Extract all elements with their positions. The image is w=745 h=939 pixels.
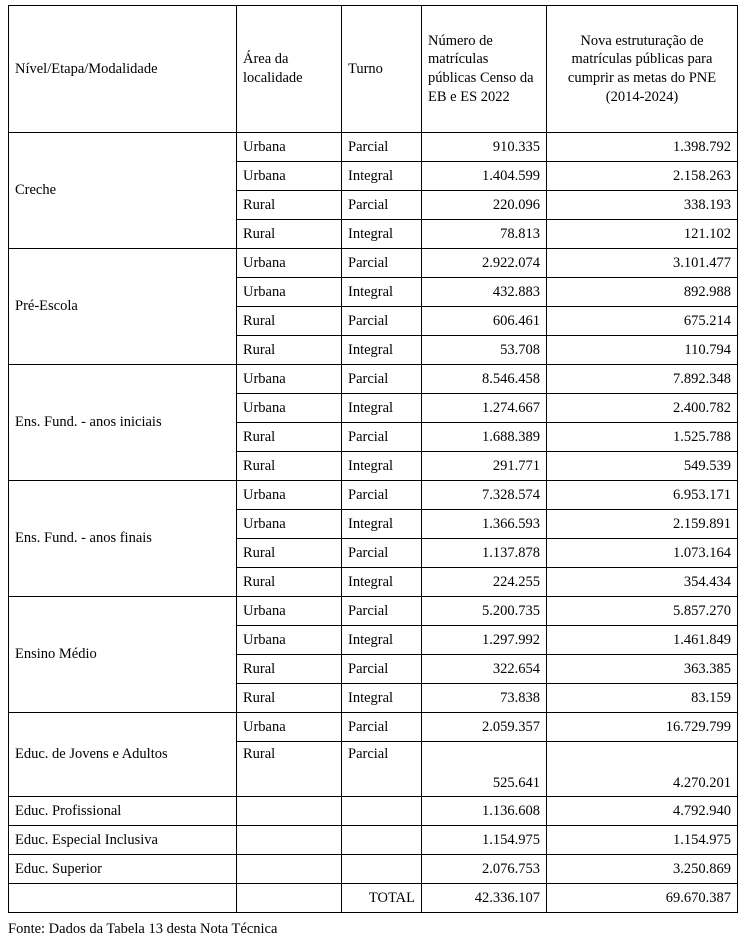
cell-nova: 4.270.201: [547, 742, 738, 797]
cell-nova: 83.159: [547, 684, 738, 713]
header-turno: Turno: [342, 6, 422, 133]
cell-turno: Integral: [342, 394, 422, 423]
cell-numero: 220.096: [422, 191, 547, 220]
cell-nova: 110.794: [547, 336, 738, 365]
cell-numero: 5.200.735: [422, 597, 547, 626]
cell-area: Rural: [237, 307, 342, 336]
cell-nova: 354.434: [547, 568, 738, 597]
cell-area: [237, 826, 342, 855]
table-row: [9, 365, 738, 394]
cell-area: Urbana: [237, 133, 342, 162]
cell-turno: Parcial: [342, 713, 422, 742]
cell-area: Urbana: [237, 249, 342, 278]
cell-turno: Integral: [342, 278, 422, 307]
cell-numero: 1.404.599: [422, 162, 547, 191]
table-row: [9, 855, 738, 884]
cell-nivel: Pré-Escola: [9, 249, 237, 365]
cell-nova: 338.193: [547, 191, 738, 220]
cell-nova: 363.385: [547, 655, 738, 684]
cell-numero: 910.335: [422, 133, 547, 162]
cell-turno: Parcial: [342, 365, 422, 394]
cell-area: Urbana: [237, 713, 342, 742]
cell-area: Rural: [237, 336, 342, 365]
cell-area: Rural: [237, 742, 342, 797]
cell-area: [237, 797, 342, 826]
cell-nivel: Ensino Médio: [9, 597, 237, 713]
cell-turno: Parcial: [342, 655, 422, 684]
cell-numero: 8.546.458: [422, 365, 547, 394]
table-row: [9, 249, 738, 278]
cell-numero: 1.688.389: [422, 423, 547, 452]
cell-nivel: Ens. Fund. - anos finais: [9, 481, 237, 597]
cell-nivel: Educ. Profissional: [9, 797, 237, 826]
header-numero: Número de matrículas públicas Censo da EB e ES 2022: [422, 6, 547, 133]
cell-area: Rural: [237, 452, 342, 481]
cell-nova: 1.073.164: [547, 539, 738, 568]
cell-turno: Integral: [342, 626, 422, 655]
header-nova: Nova estruturação de matrículas públicas para cumprir as metas do PNE (2014-2024): [547, 6, 738, 133]
cell-numero: 525.641: [422, 742, 547, 797]
cell-area: Rural: [237, 655, 342, 684]
cell-area: Urbana: [237, 365, 342, 394]
cell-area: [237, 855, 342, 884]
cell-turno: Parcial: [342, 191, 422, 220]
cell-nova: 549.539: [547, 452, 738, 481]
document-page: [8, 5, 737, 939]
cell-nivel: Educ. de Jovens e Adultos: [9, 713, 237, 797]
cell-numero: 1.154.975: [422, 826, 547, 855]
cell-turno: Integral: [342, 568, 422, 597]
table-row: [9, 713, 738, 742]
cell-turno: Integral: [342, 336, 422, 365]
table-total-row: [9, 884, 738, 913]
cell-area: Rural: [237, 220, 342, 249]
cell-turno: Integral: [342, 220, 422, 249]
cell-numero: 7.328.574: [422, 481, 547, 510]
cell-turno: Parcial: [342, 307, 422, 336]
cell-area: Urbana: [237, 626, 342, 655]
table-row: [9, 133, 738, 162]
cell-area: Urbana: [237, 597, 342, 626]
cell-numero: 1.274.667: [422, 394, 547, 423]
cell-turno: Integral: [342, 510, 422, 539]
cell-numero: 291.771: [422, 452, 547, 481]
cell-area: Urbana: [237, 510, 342, 539]
cell-area: Rural: [237, 568, 342, 597]
cell-turno: Parcial: [342, 742, 422, 797]
cell-nova: 2.158.263: [547, 162, 738, 191]
header-area: Área da localidade: [237, 6, 342, 133]
cell-area: [237, 884, 342, 913]
cell-numero: 1.137.878: [422, 539, 547, 568]
cell-area: Urbana: [237, 394, 342, 423]
cell-numero: 322.654: [422, 655, 547, 684]
cell-nova: 1.398.792: [547, 133, 738, 162]
table-header: [9, 6, 738, 133]
cell-nova: 6.953.171: [547, 481, 738, 510]
cell-nova: 16.729.799: [547, 713, 738, 742]
cell-numero: 224.255: [422, 568, 547, 597]
cell-area: Urbana: [237, 481, 342, 510]
cell-numero: 53.708: [422, 336, 547, 365]
cell-nova: 7.892.348: [547, 365, 738, 394]
table-row: [9, 826, 738, 855]
cell-turno: Integral: [342, 452, 422, 481]
cell-numero: 78.813: [422, 220, 547, 249]
cell-turno: [342, 855, 422, 884]
header-row: [9, 6, 738, 133]
cell-nova: 675.214: [547, 307, 738, 336]
cell-nova: 5.857.270: [547, 597, 738, 626]
table-row: [9, 481, 738, 510]
cell-nivel: Ens. Fund. - anos iniciais: [9, 365, 237, 481]
cell-turno: Parcial: [342, 539, 422, 568]
cell-nova: 1.525.788: [547, 423, 738, 452]
cell-total-label: TOTAL: [342, 884, 422, 913]
cell-area: Urbana: [237, 278, 342, 307]
header-nivel: Nível/Etapa/Modalidade: [9, 6, 237, 133]
table-body: [9, 133, 738, 913]
cell-area: Rural: [237, 191, 342, 220]
cell-turno: Parcial: [342, 597, 422, 626]
cell-numero: 2.076.753: [422, 855, 547, 884]
matriculas-table: [8, 5, 738, 913]
cell-nova: 3.101.477: [547, 249, 738, 278]
cell-nivel: Educ. Superior: [9, 855, 237, 884]
cell-nova: 892.988: [547, 278, 738, 307]
cell-turno: Parcial: [342, 481, 422, 510]
cell-total-nova: 69.670.387: [547, 884, 738, 913]
cell-nova: 4.792.940: [547, 797, 738, 826]
cell-numero: 1.136.608: [422, 797, 547, 826]
cell-nova: 2.159.891: [547, 510, 738, 539]
cell-nova: 1.461.849: [547, 626, 738, 655]
cell-turno: [342, 797, 422, 826]
cell-nova: 1.154.975: [547, 826, 738, 855]
cell-area: Urbana: [237, 162, 342, 191]
cell-nova: 121.102: [547, 220, 738, 249]
cell-numero: 432.883: [422, 278, 547, 307]
cell-numero: 2.059.357: [422, 713, 547, 742]
cell-numero: 606.461: [422, 307, 547, 336]
cell-area: Rural: [237, 539, 342, 568]
cell-turno: Parcial: [342, 423, 422, 452]
cell-nivel: Creche: [9, 133, 237, 249]
cell-numero: 1.297.992: [422, 626, 547, 655]
cell-numero: 73.838: [422, 684, 547, 713]
table-source-note: Fonte: Dados da Tabela 13 desta Nota Técnica: [8, 921, 278, 937]
cell-area: Rural: [237, 684, 342, 713]
cell-numero: 2.922.074: [422, 249, 547, 278]
cell-turno: Integral: [342, 684, 422, 713]
cell-total-numero: 42.336.107: [422, 884, 547, 913]
cell-turno: Parcial: [342, 133, 422, 162]
table-row: [9, 597, 738, 626]
cell-numero: 1.366.593: [422, 510, 547, 539]
cell-turno: Integral: [342, 162, 422, 191]
cell-turno: Parcial: [342, 249, 422, 278]
cell-nova: 2.400.782: [547, 394, 738, 423]
cell-nova: 3.250.869: [547, 855, 738, 884]
cell-area: Rural: [237, 423, 342, 452]
cell-turno: [342, 826, 422, 855]
cell-nivel: [9, 884, 237, 913]
table-row: [9, 797, 738, 826]
cell-nivel: Educ. Especial Inclusiva: [9, 826, 237, 855]
